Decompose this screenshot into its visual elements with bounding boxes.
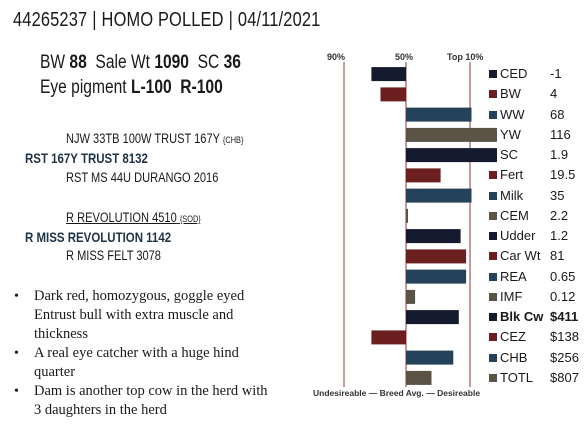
epd-row-label bbox=[500, 329, 579, 344]
legend-swatch bbox=[489, 192, 497, 200]
epd-trait-name: Car Wt bbox=[500, 248, 541, 264]
epd-row-label bbox=[500, 66, 562, 81]
legend-swatch bbox=[489, 333, 497, 341]
sale-wt-value: 1090 bbox=[154, 52, 189, 73]
epd-trait-name: CEM bbox=[500, 207, 529, 223]
epd-row-label bbox=[500, 147, 568, 162]
axis-label-50: 50% bbox=[395, 52, 414, 62]
legend-swatch bbox=[489, 232, 497, 240]
registration-number: 44265237 bbox=[13, 9, 88, 31]
epd-bar-blk-cw bbox=[406, 310, 459, 324]
epd-trait-value: 116 bbox=[550, 126, 571, 142]
legend-swatch bbox=[489, 313, 497, 321]
epd-bar-ced bbox=[371, 67, 406, 81]
epd-trait-value: 19.5 bbox=[550, 167, 576, 183]
epd-bar-cez bbox=[371, 330, 406, 344]
epd-trait-value: 68 bbox=[550, 106, 565, 122]
weights-line: BW 88 Sale Wt 1090 SC 36 bbox=[40, 52, 241, 73]
epd-trait-value: 81 bbox=[550, 248, 565, 264]
epd-trait-name: CHB bbox=[500, 349, 528, 365]
epd-bar-rea bbox=[406, 270, 466, 284]
epd-bar-totl bbox=[406, 371, 432, 385]
epd-trait-value: 1.9 bbox=[550, 147, 569, 162]
epd-row-label bbox=[500, 309, 578, 324]
epd-bar-imf bbox=[406, 290, 415, 304]
epd-bar-udder bbox=[406, 229, 461, 243]
pedigree-dam-sire: R REVOLUTION 4510 {SOD} bbox=[66, 210, 201, 225]
epd-trait-name: Fert bbox=[500, 167, 524, 183]
epd-trait-value: 0.65 bbox=[550, 268, 576, 284]
header-separator: | bbox=[92, 9, 97, 31]
epd-trait-value: $411 bbox=[550, 309, 579, 324]
sc-value: 36 bbox=[223, 52, 241, 73]
chart-footer: Undesireable — Breed Avg. — Desireable bbox=[313, 388, 481, 398]
note-item: • A real eye catcher with a huge hind quarter bbox=[14, 344, 274, 382]
epd-trait-name: SC bbox=[500, 147, 519, 162]
epd-row-label bbox=[500, 107, 564, 122]
notes-list bbox=[14, 287, 274, 420]
pedigree-sire: RST 167Y TRUST 8132 bbox=[25, 150, 148, 166]
epd-row-label bbox=[500, 86, 557, 101]
epd-bar-milk bbox=[406, 189, 472, 203]
epd-trait-value: 2.2 bbox=[550, 207, 569, 223]
epd-trait-name: IMF bbox=[500, 288, 523, 304]
legend-swatch bbox=[489, 252, 497, 260]
legend-swatch bbox=[489, 90, 497, 98]
epd-row-label bbox=[500, 289, 575, 304]
epd-bar-ww bbox=[406, 108, 472, 122]
epd-trait-name: BW bbox=[500, 86, 521, 102]
epd-row-label bbox=[500, 127, 571, 142]
epd-trait-value: $807 bbox=[550, 369, 579, 385]
epd-trait-name: CEZ bbox=[500, 329, 526, 345]
eye-left: L-100 bbox=[130, 77, 172, 98]
legend-swatch bbox=[489, 151, 497, 159]
epd-trait-value: 0.12 bbox=[550, 288, 576, 304]
header bbox=[13, 9, 320, 32]
legend-swatch bbox=[489, 70, 497, 78]
epd-row-label bbox=[500, 188, 564, 203]
epd-trait-value: -1 bbox=[550, 66, 562, 81]
pedigree-dam: R MISS REVOLUTION 1142 bbox=[25, 229, 172, 245]
pedigree-sire-sire: NJW 33TB 100W TRUST 167Y {CHB} bbox=[66, 131, 244, 146]
pedigree-sire-dam: RST MS 44U DURANGO 2016 bbox=[66, 170, 219, 185]
epd-row-label bbox=[500, 248, 564, 263]
epd-trait-name: CED bbox=[500, 66, 528, 81]
eye-right: R-100 bbox=[180, 77, 223, 98]
legend-swatch bbox=[489, 374, 497, 382]
epd-trait-value: $138 bbox=[550, 329, 579, 345]
epd-bar-fert bbox=[406, 168, 441, 182]
epd-bar-yw bbox=[406, 128, 497, 142]
epd-trait-name: Milk bbox=[500, 187, 524, 203]
legend-swatch bbox=[489, 131, 497, 139]
pedigree-dam-dam: R MISS FELT 3078 bbox=[66, 248, 161, 263]
designation: HOMO POLLED bbox=[101, 9, 224, 31]
epd-row-label bbox=[500, 370, 579, 385]
epd-trait-name: Udder bbox=[500, 228, 536, 243]
epd-row-label bbox=[500, 350, 579, 365]
legend-swatch bbox=[489, 212, 497, 220]
epd-row-label bbox=[500, 269, 575, 284]
epd-trait-name: Blk Cw bbox=[500, 309, 544, 324]
epd-bar-cem bbox=[406, 209, 408, 223]
epd-trait-name: WW bbox=[500, 106, 525, 122]
epd-bar-bw bbox=[381, 87, 407, 101]
epd-bar-car-wt bbox=[406, 249, 466, 263]
epd-trait-value: 35 bbox=[550, 187, 565, 203]
epd-bar-sc bbox=[406, 148, 497, 162]
epd-trait-name: REA bbox=[500, 268, 527, 284]
note-item: • Dam is another top cow in the herd with 3 daughters in the herd bbox=[14, 382, 274, 420]
axis-label-top10: Top 10% bbox=[447, 52, 484, 62]
legend-swatch bbox=[489, 171, 497, 179]
eye-pigment-line: Eye pigment L-100 R-100 bbox=[40, 77, 223, 98]
bw-value: 88 bbox=[69, 52, 87, 73]
epd-trait-value: 1.2 bbox=[550, 228, 569, 243]
legend-swatch bbox=[489, 293, 497, 301]
epd-bar-chb bbox=[406, 351, 453, 365]
performance-stats bbox=[40, 50, 241, 100]
header-separator: | bbox=[228, 9, 234, 31]
note-item: • Dark red, homozygous, goggle eyed Entrust bull with extra muscle and thickness bbox=[14, 287, 274, 344]
epd-trait-name: TOTL bbox=[500, 369, 533, 385]
epd-row-label bbox=[500, 167, 575, 182]
legend-swatch bbox=[489, 354, 497, 362]
epd-trait-name: YW bbox=[500, 126, 521, 142]
legend-swatch bbox=[489, 273, 497, 281]
epd-row-label bbox=[500, 228, 568, 243]
epd-chart bbox=[310, 62, 500, 387]
epd-trait-value: 4 bbox=[550, 86, 558, 102]
epd-row-label bbox=[500, 208, 568, 223]
axis-label-90: 90% bbox=[327, 52, 346, 62]
birth-date: 04/11/2021 bbox=[237, 9, 321, 31]
epd-trait-value: $256 bbox=[550, 349, 579, 365]
legend-swatch bbox=[489, 111, 497, 119]
